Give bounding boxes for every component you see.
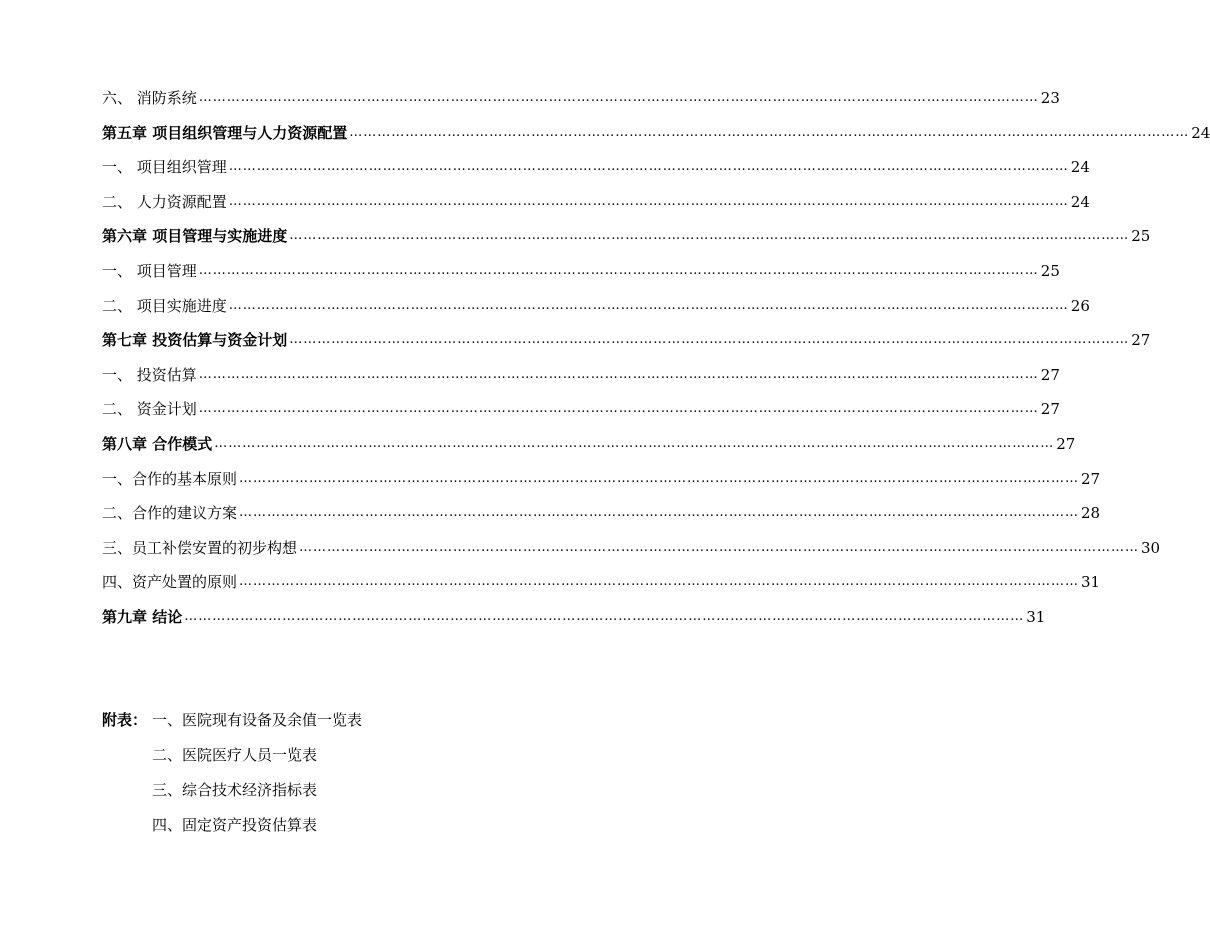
toc-chapter-entry [102, 604, 1046, 630]
toc-page-number: 24 [1070, 192, 1090, 211]
toc-dot-leader: ……………………………………………………………………………………………………………………………………………………………… [214, 436, 1055, 451]
toc-dot-leader: ……………………………………………………………………………………………………………………………………………………………… [349, 124, 1190, 140]
toc-dot-leader: ……………………………………………………………………………………………………………………………………………………………… [289, 332, 1130, 348]
toc-chapter-entry [102, 327, 1151, 353]
toc-section-entry [102, 535, 1161, 561]
toc-dot-leader: ……………………………………………………………………………………………………………………………………………………………… [228, 159, 1069, 175]
appendix-item: 一、医院现有设备及余值一览表 [152, 711, 363, 729]
toc-entry-label: 三、员工补偿安置的初步构想 [102, 538, 298, 557]
toc-page-number: 27 [1056, 435, 1076, 453]
toc-dot-leader: ……………………………………………………………………………………………………………………………………………………………… [184, 609, 1025, 624]
toc-entry-label: 一、 项目组织管理 [102, 158, 227, 177]
toc-entry-label: 六、 消防系统 [102, 89, 197, 107]
toc-section-entry [102, 466, 1101, 492]
toc-section-entry [102, 293, 1090, 319]
toc-page-number: 30 [1141, 538, 1161, 557]
toc-entry-label: 第八章 合作模式 [102, 435, 213, 453]
toc-entry-label: 二、 人力资源配置 [102, 192, 227, 211]
appendix-item: 二、医院医疗人员一览表 [152, 746, 318, 764]
toc-entry-label: 第五章 项目组织管理与人力资源配置 [102, 123, 348, 142]
toc-entry-label: 一、 投资估算 [102, 365, 197, 384]
toc-page-number: 25 [1040, 262, 1060, 280]
toc-page-number: 24 [1191, 123, 1210, 142]
toc-page-number: 31 [1081, 573, 1101, 592]
toc-dot-leader: ……………………………………………………………………………………………………………………………………………………………… [198, 401, 1039, 417]
toc-entry-label: 二、 资金计划 [102, 400, 197, 419]
toc-section-entry [102, 569, 1101, 595]
toc-section-entry [102, 500, 1101, 526]
toc-entry-label: 二、 项目实施进度 [102, 296, 227, 315]
toc-entry-label: 第九章 结论 [102, 608, 183, 626]
toc-page-number: 25 [1131, 227, 1151, 246]
toc-section-entry [102, 85, 1060, 111]
toc-page-number: 24 [1070, 158, 1090, 177]
toc-chapter-entry [102, 223, 1151, 249]
toc-page-number: 27 [1081, 469, 1101, 488]
toc-dot-leader: ……………………………………………………………………………………………………………………………………………………………… [228, 193, 1069, 209]
toc-chapter-entry [102, 431, 1076, 457]
toc-dot-leader: ……………………………………………………………………………………………………………………………………………………………… [299, 539, 1140, 555]
toc-entry-label: 第七章 投资估算与资金计划 [102, 331, 288, 350]
toc-dot-leader: ……………………………………………………………………………………………………………………………………………………………… [198, 90, 1039, 105]
appendix-item: 四、固定资产投资估算表 [152, 816, 318, 834]
toc-page-number: 27 [1131, 331, 1151, 350]
toc-page-number: 28 [1081, 504, 1101, 523]
toc-entry-label: 第六章 项目管理与实施进度 [102, 227, 288, 246]
toc-entry-label: 四、资产处置的原则 [102, 573, 238, 592]
toc-page-number: 27 [1040, 365, 1060, 384]
toc-section-entry [102, 258, 1060, 284]
toc-section-entry [102, 396, 1060, 422]
toc-dot-leader: ……………………………………………………………………………………………………………………………………………………………… [198, 263, 1039, 278]
toc-dot-leader: ……………………………………………………………………………………………………………………………………………………………… [198, 366, 1039, 382]
appendix-title: 附表： [102, 711, 148, 729]
toc-dot-leader: ……………………………………………………………………………………………………………………………………………………………… [228, 297, 1069, 313]
toc-entry-label: 一、合作的基本原则 [102, 469, 238, 488]
toc-page-number: 27 [1040, 400, 1060, 419]
appendix-item: 三、综合技术经济指标表 [152, 781, 318, 799]
toc-section-entry [102, 189, 1090, 215]
toc-section-entry [102, 154, 1090, 180]
toc-page-number: 26 [1070, 296, 1090, 315]
toc-entry-label: 二、合作的建议方案 [102, 504, 238, 523]
toc-page-number: 23 [1040, 89, 1060, 107]
toc-dot-leader: ……………………………………………………………………………………………………………………………………………………………… [289, 228, 1130, 244]
toc-chapter-entry [102, 120, 1210, 146]
toc-dot-leader: ……………………………………………………………………………………………………………………………………………………………… [239, 574, 1080, 590]
toc-section-entry [102, 362, 1060, 388]
toc-dot-leader: ……………………………………………………………………………………………………………………………………………………………… [239, 470, 1080, 486]
toc-entry-label: 一、 项目管理 [102, 262, 197, 280]
toc-page-number: 31 [1026, 608, 1046, 626]
toc-dot-leader: ……………………………………………………………………………………………………………………………………………………………… [239, 505, 1080, 521]
